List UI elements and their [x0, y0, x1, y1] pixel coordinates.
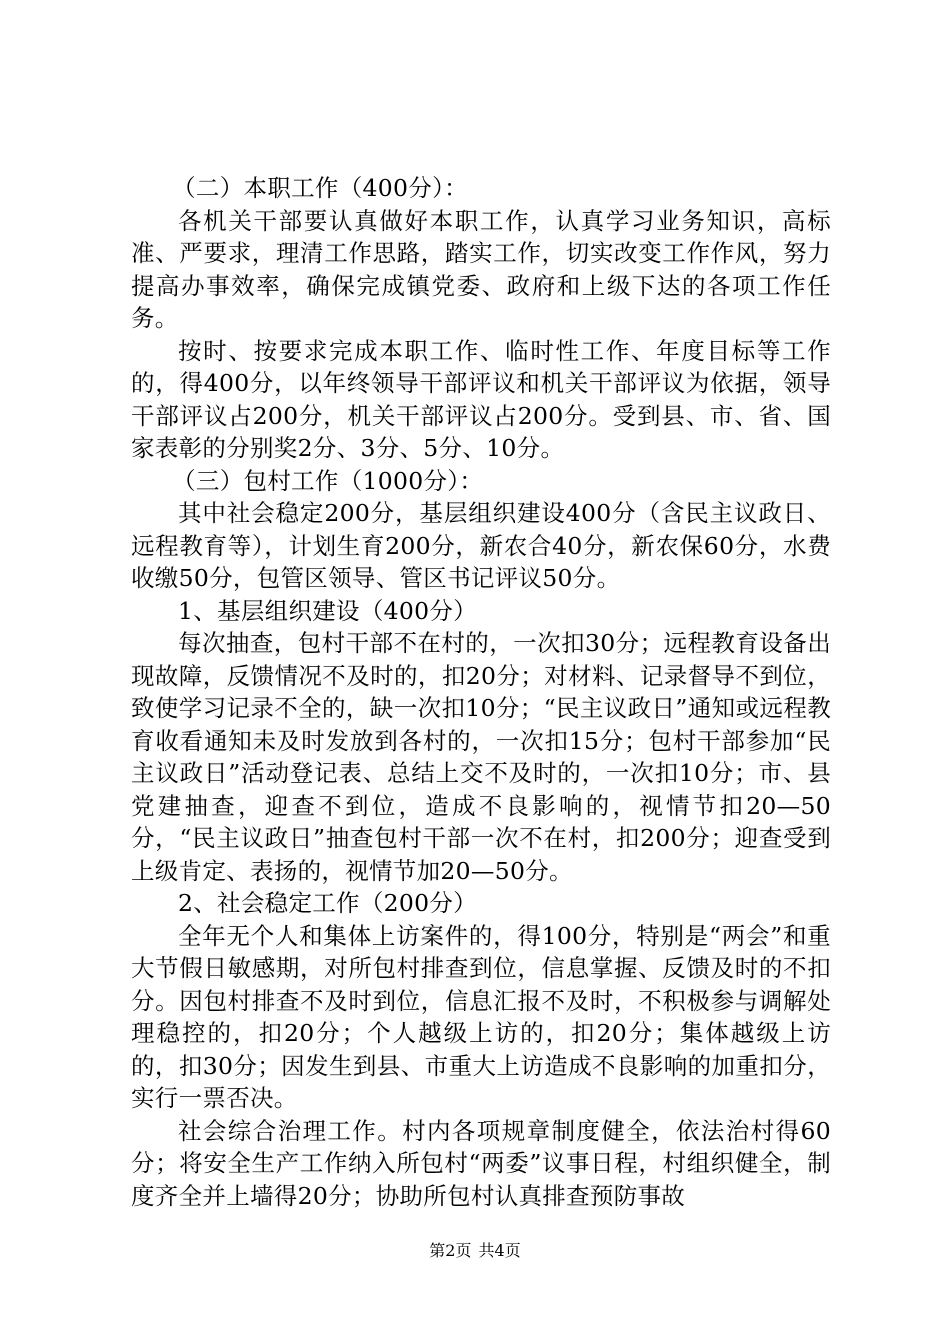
subheading-grassroots-organization: 1、基层组织建设（400分）	[178, 596, 478, 625]
paragraph: 按时、按要求完成本职工作、临时性工作、年度目标等工作的，得400分，以年终领导干部评议和机关干部评议为依据，领导干部评议占200分，机关干部评议占200分。受到县、市、省、国家表彰的分别奖2分、3分、5分、10分。	[131, 336, 831, 462]
paragraph: 每次抽查，包村干部不在村的，一次扣30分；远程教育设备出现故障，反馈情况不及时的，扣20分；对材料、记录督导不到位，致使学习记录不全的，缺一次扣10分；“民主议政日”通知或远程教育收看通知未及时发放到各村的，一次扣15分；包村干部参加“民主议政日”活动登记表、总结上交不及时的，一次扣10分；市、县党建抽查，迎查不到位，造成不良影响的，视情节扣20—50分，“民主议政日”抽查包村干部一次不在村，扣200分；迎查受到上级肯定、表扬的，视情节加20—50分。	[131, 629, 831, 885]
paragraph: 社会综合治理工作。村内各项规章制度健全，依法治村得60分；将安全生产工作纳入所包村“两委”议事日程，村组织健全，制度齐全并上墙得20分；协助所包村认真排查预防事故	[131, 1116, 831, 1210]
paragraph: 各机关干部要认真做好本职工作，认真学习业务知识，高标准、严要求，理清工作思路，踏实工作，切实改变工作作风，努力提高办事效率，确保完成镇党委、政府和上级下达的各项工作任务。	[131, 206, 831, 332]
document-body	[131, 172, 831, 1212]
page-number: 第2页	[429, 1241, 472, 1260]
page-footer	[0, 1241, 950, 1261]
paragraph: 其中社会稳定200分，基层组织建设400分（含民主议政日、远程教育等），计划生育200分，新农合40分，新农保60分，水费收缴50分，包管区领导、管区书记评议50分。	[131, 499, 831, 592]
section-heading-village-work: （三）包村工作（1000分）：	[172, 466, 484, 495]
paragraph: 全年无个人和集体上访案件的，得100分，特别是“两会”和重大节假日敏感期，对所包村排查到位，信息掌握、反馈及时的不扣分。因包村排查不及时到位，信息汇报不及时，不积极参与调解处理稳控的，扣20分；个人越级上访的，扣20分；集体越级上访的，扣30分；因发生到县、市重大上访造成不良影响的加重扣分，实行一票否决。	[131, 921, 831, 1112]
total-pages: 共4页	[478, 1241, 521, 1260]
section-heading-job-duties: （二）本职工作（400分）：	[172, 174, 468, 202]
subheading-social-stability: 2、社会稳定工作（200分）	[178, 889, 478, 917]
